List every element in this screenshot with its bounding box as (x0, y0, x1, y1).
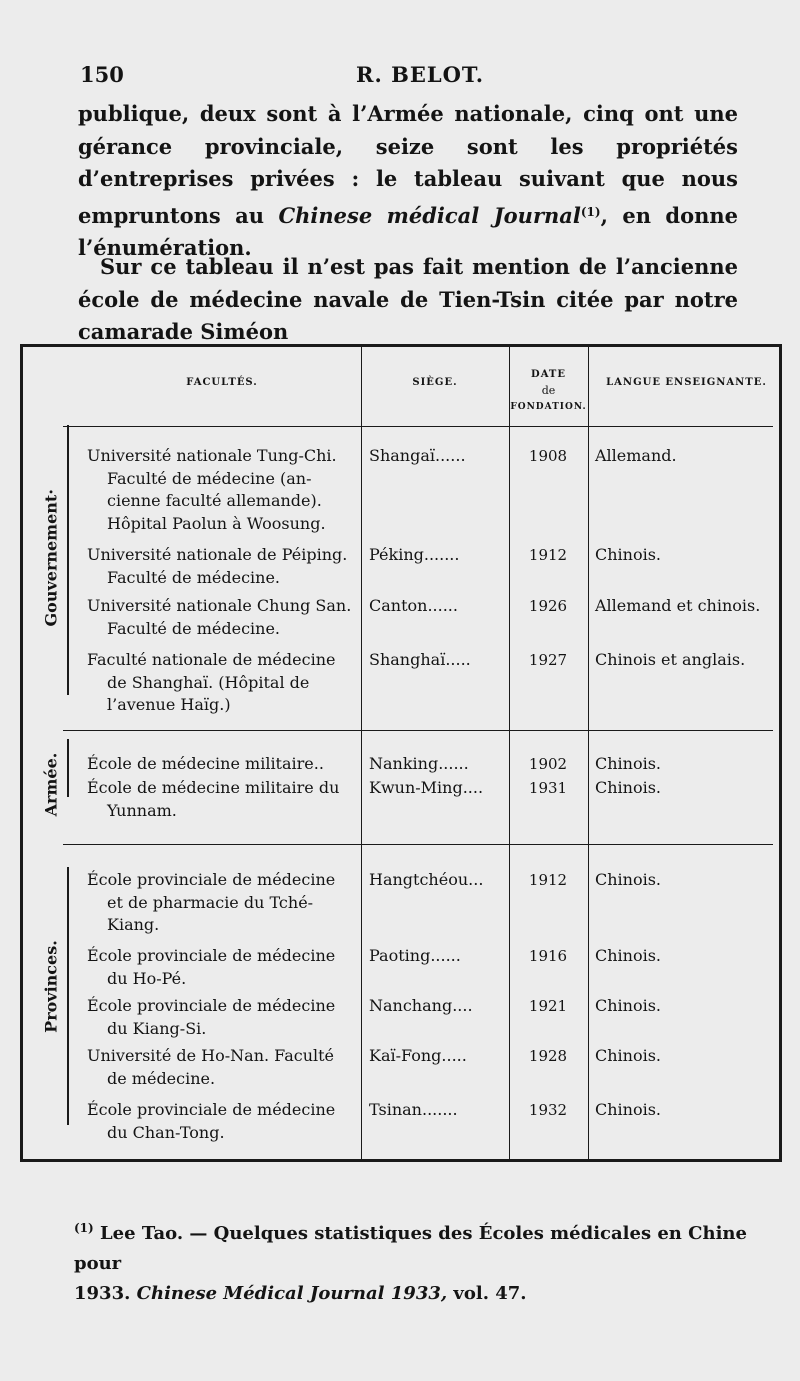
running-author: R. BELOT. (356, 62, 485, 87)
footnote-year: 1933. (74, 1283, 131, 1304)
footnote (74, 1213, 754, 1309)
langue-cell: Chinois. (595, 996, 662, 1015)
date-cell: 1916 (528, 947, 568, 965)
footnote-journal: Chinese Médical Journal 1933, (136, 1283, 448, 1304)
langue-cell: Chinois. (595, 870, 662, 889)
faculty-line: du Ho-Pé. (107, 968, 187, 988)
header-facultes: FACULTÉS. (186, 377, 258, 388)
faculty-cell (87, 945, 357, 990)
siege-cell: Nanking...... (369, 754, 469, 773)
date-cell: 1926 (528, 597, 568, 615)
date-cell: 1908 (528, 447, 568, 465)
siege-cell: Paoting...... (369, 946, 461, 965)
date-cell: 1932 (528, 1101, 568, 1119)
langue-cell: Allemand. (595, 446, 677, 465)
header-date (509, 367, 588, 415)
siege-cell: Hangtchéou... (369, 870, 484, 889)
faculty-cell (87, 777, 357, 822)
footnote-text: Lee Tao. — Quelques statistiques des Écoles médicales en Chine pour (74, 1223, 747, 1274)
faculty-cell (87, 649, 357, 717)
header-rule (63, 426, 773, 427)
faculty-line: de médecine. (107, 1068, 216, 1088)
faculty-line: Faculté de médecine. (107, 618, 281, 638)
langue-cell: Chinois. (595, 1100, 662, 1119)
faculty-line: cienne faculté allemande). (107, 491, 322, 510)
intro-line: le tableau suivant que nous empruntons au (78, 166, 739, 228)
faculty-cell (87, 595, 357, 640)
intro-line: provinciale, seize sont les propriétés d’entreprises privées : (78, 133, 738, 191)
running-header (0, 62, 800, 92)
langue-cell: Chinois. (595, 545, 662, 564)
footnote-ref: (1) (580, 204, 601, 219)
column-rule (588, 347, 589, 1159)
group-rule (63, 730, 773, 731)
header-date-line3: FONDATION. (510, 402, 587, 412)
faculty-cell (87, 1099, 357, 1144)
intro-end: , en donne l’énumération. (78, 202, 739, 260)
group-label-armee: Armée. (41, 752, 61, 817)
group-brace (67, 425, 69, 695)
header-langue: LANGUE ENSEIGNANTE. (606, 377, 767, 388)
faculty-line: l’avenue Haïg.) (107, 695, 231, 714)
faculty-cell (87, 1045, 357, 1090)
date-cell: 1921 (528, 997, 568, 1015)
faculty-line: du Chan-Tong. (107, 1122, 225, 1142)
faculty-line: École provinciale de médecine (87, 946, 336, 965)
faculty-cell (87, 445, 357, 535)
siege-cell: Canton...... (369, 596, 458, 615)
faculty-line: Université nationale Tung-Chi. (87, 446, 337, 465)
faculty-cell (87, 544, 357, 589)
faculty-line: École provinciale de médecine (87, 996, 336, 1015)
siege-cell: Kaï-Fong..... (369, 1046, 467, 1065)
faculty-line: École provinciale de médecine (87, 870, 336, 889)
date-cell: 1927 (528, 651, 568, 669)
langue-cell: Chinois et anglais. (595, 650, 746, 669)
group-label-gouvernement: Gouvernement· (41, 489, 61, 627)
siege-cell: Nanchang.... (369, 996, 473, 1015)
faculties-table (20, 344, 782, 1162)
siege-cell: Shanghaï..... (369, 650, 471, 669)
langue-cell: Chinois. (595, 1046, 662, 1065)
paragraph-intro (78, 98, 738, 265)
page-number: 150 (80, 62, 124, 87)
langue-cell: Chinois. (595, 946, 662, 965)
siege-cell: Shangaï...... (369, 446, 466, 465)
faculty-line: de Shanghaï. (Hôpital de (107, 672, 310, 692)
faculty-line: Kiang. (107, 915, 160, 934)
faculty-line: Faculté de médecine (an- (107, 468, 312, 488)
footnote-marker: (1) (74, 1221, 94, 1235)
group-rule (63, 844, 773, 845)
date-cell: 1912 (528, 871, 568, 889)
faculty-line: du Kiang-Si. (107, 1018, 207, 1038)
langue-cell: Chinois. (595, 754, 662, 773)
journal-title-cont: Journal (493, 202, 581, 228)
faculty-line: École provinciale de médecine (87, 1100, 336, 1119)
langue-cell: Allemand et chinois. (595, 596, 761, 615)
intro-line: publique, deux sont à l’Armée nationale, cinq ont une gérance (78, 101, 738, 159)
date-cell: 1928 (528, 1047, 568, 1065)
faculty-line: Hôpital Paolun à Woosung. (107, 513, 326, 533)
siege-cell: Kwun-Ming.... (369, 778, 484, 797)
date-cell: 1902 (528, 755, 568, 773)
faculty-line: Université de Ho-Nan. Faculté (87, 1046, 335, 1065)
faculty-line: Faculté de médecine. (107, 567, 281, 587)
faculty-line: Yunnam. (107, 800, 177, 820)
faculty-cell (87, 753, 357, 776)
group-label-provinces: Provinces. (41, 940, 61, 1033)
column-rule (361, 347, 362, 1159)
group-brace (67, 867, 69, 1125)
faculty-line: et de pharmacie du Tché- (107, 892, 314, 912)
faculty-line: École de médecine militaire.. (87, 754, 324, 773)
faculty-cell (87, 995, 357, 1040)
faculty-line: Université nationale de Péiping. (87, 545, 348, 564)
faculty-line: École de médecine militaire du (87, 778, 340, 797)
faculty-line: Faculté nationale de médecine (87, 650, 336, 669)
langue-cell: Chinois. (595, 778, 662, 797)
faculty-cell (87, 869, 357, 937)
siege-cell: Péking....... (369, 545, 460, 564)
date-cell: 1931 (528, 779, 568, 797)
header-siege: SIÈGE. (412, 377, 458, 388)
date-cell: 1912 (528, 546, 568, 564)
journal-title: Chinese médical (278, 202, 480, 228)
header-date-line1: DATE (531, 369, 566, 380)
header-date-line2: de (541, 384, 556, 397)
footnote-volume: vol. 47. (453, 1283, 527, 1304)
column-rule (509, 347, 510, 1159)
paragraph-mention: Sur ce tableau il n’est pas fait mention de l’ancienne école de médecine navale de Tien-Tsin citée par notre camarade Siméon (78, 254, 738, 344)
faculty-line: Université nationale Chung San. (87, 596, 352, 615)
siege-cell: Tsinan....... (369, 1100, 458, 1119)
group-brace (67, 739, 69, 797)
